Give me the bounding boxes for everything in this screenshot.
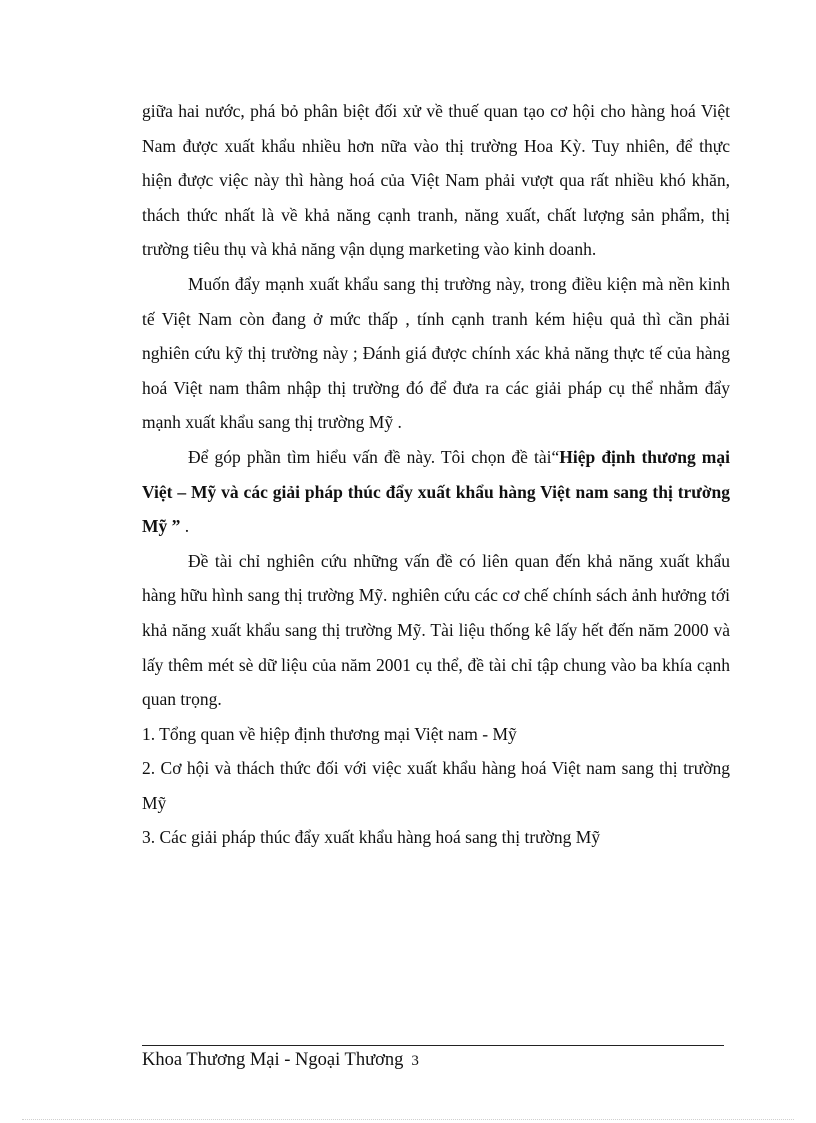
body-text [142,94,730,855]
paragraph-1: giữa hai nước, phá bỏ phân biệt đối xử về thuế quan tạo cơ hội cho hàng hoá Việt Nam được xuất khẩu nhiều hơn nữa vào thị trường Hoa Kỳ. Tuy nhiên, để thực hiện được việc này thì hàng hoá của Việt Nam phải vượt qua rất nhiều khó khăn, thách thức nhất là về khả năng cạnh tranh, năng xuất, chất lượng sản phẩm, thị trường tiêu thụ và khả năng vận dụng marketing vào kinh doanh. [142,101,730,260]
list-item-1: 1. Tổng quan về hiệp định thương mại Việt nam - Mỹ [142,723,517,744]
list-item-3: 3. Các giải pháp thúc đẩy xuất khẩu hàng hoá sang thị trường Mỹ [142,827,601,848]
page-number: 3 [411,1053,419,1069]
footer-divider [142,1045,724,1046]
paragraph-3-prefix: Để góp phần tìm hiểu vấn đề này. Tôi chọn đề tài“ [188,446,560,467]
paragraph-4: Đề tài chỉ nghiên cứu những vấn đề có liên quan đến khả năng xuất khẩu hàng hữu hình sang thị trường Mỹ. nghiên cứu các cơ chế chính sách ảnh hưởng tới khả năng xuất khẩu sang thị trường Mỹ. Tài liệu thống kê lấy hết đến năm 2000 và lấy thêm mét sè dữ liệu của năm 2001 cụ thể, đề tài chỉ tập chung vào ba khía cạnh quan trọng. [142,550,730,710]
footer-text: Khoa Thương Mại - Ngoại Thương [142,1050,404,1070]
page-footer [142,1050,419,1071]
paragraph-2: Muốn đẩy mạnh xuất khẩu sang thị trường này, trong điều kiện mà nền kinh tế Việt Nam còn đang ở mức thấp , tính cạnh tranh kém hiệu quả thì cần phải nghiên cứu kỹ thị trường này ; Đánh giá được chính xác khả năng thực tế của hàng hoá Việt nam thâm nhập thị trường đó để đưa ra các giải pháp cụ thể nhằm đẩy mạnh xuất khẩu sang thị trường Mỹ . [142,273,730,433]
list-item-2: 2. Cơ hội và thách thức đối với việc xuất khẩu hàng hoá Việt nam sang thị trường Mỹ [142,758,730,813]
paragraph-3 [142,440,730,544]
page-bottom-edge [22,1119,794,1120]
paragraph-3-suffix: . [180,516,190,537]
thesis-title: Hiệp định thương mại Việt – Mỹ và các giải pháp thúc đẩy xuất khẩu hàng Việt nam sang thị trường Mỹ ” [142,446,730,537]
